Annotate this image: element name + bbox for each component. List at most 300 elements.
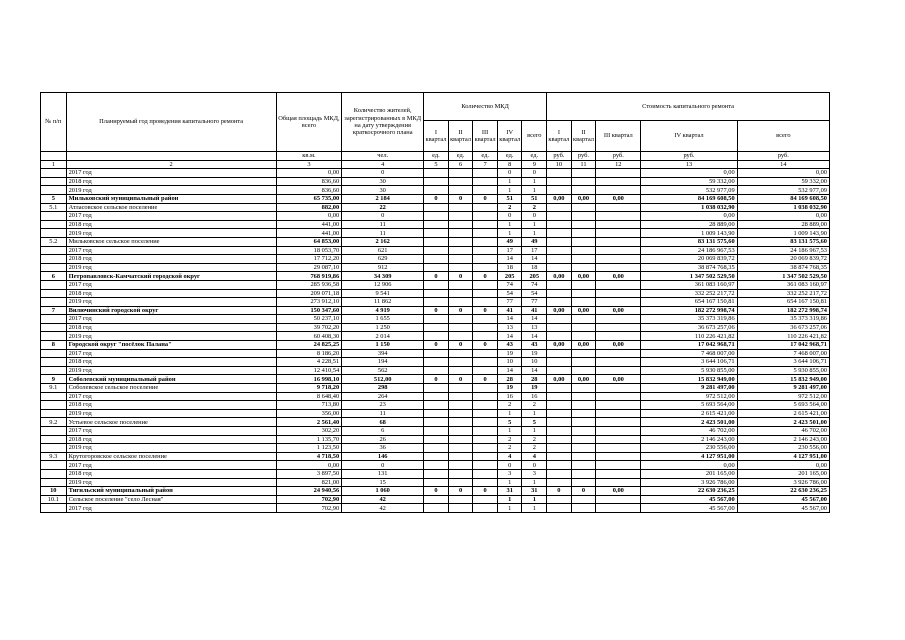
unit-cell: ед. [497, 152, 522, 161]
cell-cost-q4: 15 832 949,00 [641, 375, 737, 384]
cell-mkd-q2: 0 [448, 341, 473, 350]
cell-cost-q2 [571, 358, 596, 367]
cell-mkd-q2 [448, 298, 473, 307]
cell-mkd-total: 1 [522, 229, 547, 238]
table-row [41, 487, 830, 496]
cell-cost-q3: 0,00 [596, 272, 641, 281]
cell-residents: 12 906 [342, 280, 424, 289]
cell-cost-q2 [571, 289, 596, 298]
cell-name: 2018 год [66, 435, 276, 444]
cell-cost-q2 [571, 212, 596, 221]
cell-num: 9.1 [41, 384, 67, 393]
cell-cost-total: 38 874 768,35 [737, 263, 829, 272]
cell-mkd-q4: 0 [497, 169, 522, 178]
colnum-cell: 8 [497, 160, 522, 169]
cell-cost-q4: 84 169 608,50 [641, 194, 737, 203]
cell-cost-q2: 0,00 [571, 306, 596, 315]
cell-cost-q4: 20 069 839,72 [641, 255, 737, 264]
cell-cost-q1 [547, 409, 572, 418]
cell-mkd-q3 [473, 220, 498, 229]
cell-mkd-q3 [473, 332, 498, 341]
cell-mkd-q2 [448, 461, 473, 470]
cell-name: 2018 год [66, 289, 276, 298]
cell-cost-total: 3 644 106,71 [737, 358, 829, 367]
cell-name: 2018 год [66, 220, 276, 229]
cell-cost-q2 [571, 452, 596, 461]
cell-cost-total: 0,00 [737, 169, 829, 178]
cell-mkd-q4: 1 [497, 495, 522, 504]
cell-mkd-q1 [424, 435, 449, 444]
cell-cost-q2 [571, 418, 596, 427]
header-q1: I квартал [424, 121, 449, 152]
cell-num: 7 [41, 306, 67, 315]
cell-mkd-total: 3 [522, 469, 547, 478]
cell-mkd-q1: 0 [424, 341, 449, 350]
cell-mkd-q1: 0 [424, 306, 449, 315]
table-row [41, 384, 830, 393]
cell-area: 209 071,18 [276, 289, 342, 298]
cell-mkd-q4: 13 [497, 323, 522, 332]
cell-mkd-q2: 0 [448, 375, 473, 384]
cell-area: 3 897,50 [276, 469, 342, 478]
cell-mkd-q3 [473, 358, 498, 367]
cell-cost-q1 [547, 469, 572, 478]
cell-residents: 562 [342, 366, 424, 375]
cell-cost-q4: 38 874 768,35 [641, 263, 737, 272]
cell-cost-q4: 24 186 967,53 [641, 246, 737, 255]
cell-name: Сельское поселение "село Лесная" [66, 495, 276, 504]
cell-mkd-q4: 14 [497, 332, 522, 341]
colnum-cell: 11 [571, 160, 596, 169]
cell-residents: 512,00 [342, 375, 424, 384]
cell-cost-q2: 0 [571, 487, 596, 496]
unit-cell: ед. [448, 152, 473, 161]
cell-mkd-q2 [448, 255, 473, 264]
cell-mkd-q1 [424, 169, 449, 178]
cell-residents: 1 060 [342, 487, 424, 496]
table-row [41, 504, 830, 513]
cell-mkd-q1 [424, 366, 449, 375]
cell-cost-q4: 36 673 257,06 [641, 323, 737, 332]
cell-cost-q2 [571, 504, 596, 513]
cell-cost-q4: 0,00 [641, 461, 737, 470]
cell-mkd-q2: 0 [448, 306, 473, 315]
unit-cell: кв.м. [276, 152, 342, 161]
cell-mkd-total: 2 [522, 435, 547, 444]
cell-mkd-q4: 2 [497, 444, 522, 453]
cell-num [41, 169, 67, 178]
cell-mkd-q1 [424, 427, 449, 436]
cell-area: 821,00 [276, 478, 342, 487]
cell-mkd-q3 [473, 255, 498, 264]
cell-mkd-q3 [473, 392, 498, 401]
cell-mkd-q3 [473, 495, 498, 504]
cell-cost-q2 [571, 220, 596, 229]
cell-name: Устьевое сельское поселение [66, 418, 276, 427]
cell-num [41, 255, 67, 264]
cell-mkd-q2 [448, 366, 473, 375]
cell-cost-q2 [571, 392, 596, 401]
cell-cost-q1 [547, 495, 572, 504]
cell-cost-q1 [547, 177, 572, 186]
cell-cost-q3: 0,00 [596, 194, 641, 203]
cell-mkd-q4: 5 [497, 418, 522, 427]
cell-mkd-q4: 3 [497, 469, 522, 478]
cell-mkd-q3 [473, 366, 498, 375]
cell-mkd-total: 1 [522, 478, 547, 487]
unit-cell: руб. [571, 152, 596, 161]
cell-num [41, 366, 67, 375]
cell-mkd-q4: 17 [497, 246, 522, 255]
cell-mkd-q4: 43 [497, 341, 522, 350]
cell-mkd-total: 19 [522, 384, 547, 393]
cell-num [41, 469, 67, 478]
cell-cost-total: 182 272 998,74 [737, 306, 829, 315]
cell-cost-q4: 201 165,00 [641, 469, 737, 478]
cell-cost-q4: 46 702,00 [641, 427, 737, 436]
cell-mkd-q2 [448, 263, 473, 272]
cell-mkd-total: 13 [522, 323, 547, 332]
table-row [41, 495, 830, 504]
cell-name: 2019 год [66, 263, 276, 272]
cell-name: 2018 год [66, 401, 276, 410]
cell-cost-q2 [571, 298, 596, 307]
cell-cost-q1 [547, 229, 572, 238]
cell-cost-q2: 0,00 [571, 272, 596, 281]
cell-mkd-total: 1 [522, 495, 547, 504]
cell-name: 2017 год [66, 427, 276, 436]
cell-area: 17 712,20 [276, 255, 342, 264]
cell-mkd-q2 [448, 495, 473, 504]
cell-cost-total: 17 042 968,71 [737, 341, 829, 350]
cell-cost-q1 [547, 289, 572, 298]
cell-mkd-q2 [448, 392, 473, 401]
cell-mkd-q3 [473, 169, 498, 178]
cell-cost-q3 [596, 358, 641, 367]
cell-area: 24 825,25 [276, 341, 342, 350]
cell-residents: 1 250 [342, 323, 424, 332]
cell-num [41, 246, 67, 255]
cell-mkd-q1 [424, 392, 449, 401]
table-row [41, 401, 830, 410]
cell-cost-q3 [596, 504, 641, 513]
cell-cost-q4: 230 556,00 [641, 444, 737, 453]
cell-mkd-q2 [448, 229, 473, 238]
table-row [41, 332, 830, 341]
cell-area: 50 237,10 [276, 315, 342, 324]
cell-name: 2017 год [66, 504, 276, 513]
cell-mkd-q2: 0 [448, 194, 473, 203]
table-row [41, 220, 830, 229]
cell-mkd-q2: 0 [448, 272, 473, 281]
cell-num [41, 409, 67, 418]
colnum-cell: 10 [547, 160, 572, 169]
cell-cost-q2 [571, 409, 596, 418]
cell-cost-q2 [571, 315, 596, 324]
cell-num: 5.1 [41, 203, 67, 212]
cell-name: 2019 год [66, 186, 276, 195]
cell-num [41, 392, 67, 401]
cell-residents: 30 [342, 177, 424, 186]
cell-mkd-q3 [473, 186, 498, 195]
cell-cost-q3 [596, 384, 641, 393]
cell-cost-total: 84 169 608,50 [737, 194, 829, 203]
cell-cost-q2 [571, 186, 596, 195]
cell-residents: 23 [342, 401, 424, 410]
cell-cost-total: 45 567,00 [737, 504, 829, 513]
table-row [41, 246, 830, 255]
cell-area: 441,00 [276, 220, 342, 229]
cell-mkd-q1 [424, 280, 449, 289]
cell-num: 9.2 [41, 418, 67, 427]
cell-cost-q3: 0,00 [596, 487, 641, 496]
unit-cell: руб. [641, 152, 737, 161]
cell-area: 702,90 [276, 504, 342, 513]
cell-name: 2018 год [66, 358, 276, 367]
cell-residents: 11 [342, 409, 424, 418]
cell-cost-q4: 1 009 143,90 [641, 229, 737, 238]
cell-mkd-q1 [424, 203, 449, 212]
cell-mkd-q4: 28 [497, 375, 522, 384]
cell-cost-q2 [571, 332, 596, 341]
cell-cost-q1 [547, 418, 572, 427]
cell-area: 1 135,70 [276, 435, 342, 444]
cell-cost-q1 [547, 263, 572, 272]
cell-cost-q3 [596, 220, 641, 229]
cell-name: 2017 год [66, 315, 276, 324]
cell-mkd-q4: 1 [497, 427, 522, 436]
cell-cost-total: 2 615 421,00 [737, 409, 829, 418]
cell-name: 2017 год [66, 392, 276, 401]
cell-area: 702,90 [276, 495, 342, 504]
table-row [41, 341, 830, 350]
header-cost-q4: IV квартал [641, 121, 737, 152]
cell-name: 2019 год [66, 478, 276, 487]
cell-area: 0,00 [276, 212, 342, 221]
cell-cost-q2 [571, 177, 596, 186]
cell-mkd-q1 [424, 358, 449, 367]
cell-mkd-q2 [448, 246, 473, 255]
cell-mkd-q1 [424, 298, 449, 307]
cell-cost-q3: 0,00 [596, 375, 641, 384]
cell-name: Мильковский муниципальный район [66, 194, 276, 203]
cell-cost-q3 [596, 298, 641, 307]
header-residents: Количество жителей, зарегистрированных в МКД на дату утверждения краткосрочного плана [342, 93, 424, 152]
cell-num [41, 229, 67, 238]
cell-cost-q4: 17 042 968,71 [641, 341, 737, 350]
cell-mkd-q1 [424, 323, 449, 332]
cell-cost-q4: 83 131 575,60 [641, 237, 737, 246]
cell-cost-q4: 110 226 421,82 [641, 332, 737, 341]
cell-cost-q2 [571, 246, 596, 255]
cell-residents: 4 919 [342, 306, 424, 315]
cell-mkd-q1 [424, 332, 449, 341]
cell-num: 5 [41, 194, 67, 203]
header-cost-q2: II квартал [571, 121, 596, 152]
cell-mkd-total: 0 [522, 461, 547, 470]
cell-mkd-q1 [424, 478, 449, 487]
header-mkd-count: Количество МКД [424, 93, 547, 121]
unit-cell: ед. [424, 152, 449, 161]
cell-cost-q4: 2 423 501,00 [641, 418, 737, 427]
cell-mkd-q4: 4 [497, 452, 522, 461]
cell-residents: 629 [342, 255, 424, 264]
cell-mkd-q3: 0 [473, 272, 498, 281]
cell-cost-q1 [547, 315, 572, 324]
cell-mkd-q2 [448, 220, 473, 229]
cell-cost-total: 83 131 575,60 [737, 237, 829, 246]
cell-mkd-q3 [473, 418, 498, 427]
cell-mkd-total: 1 [522, 220, 547, 229]
header-cost: Стоимость капитального ремонта [547, 93, 830, 121]
cell-cost-total: 0,00 [737, 212, 829, 221]
cell-mkd-q2 [448, 323, 473, 332]
cell-num [41, 186, 67, 195]
cell-num [41, 435, 67, 444]
cell-cost-q3 [596, 255, 641, 264]
cell-cost-total: 2 146 243,00 [737, 435, 829, 444]
cell-mkd-q2 [448, 418, 473, 427]
cell-mkd-total: 43 [522, 341, 547, 350]
cell-num [41, 427, 67, 436]
cell-cost-q3: 0,00 [596, 306, 641, 315]
cell-cost-q3 [596, 427, 641, 436]
cell-cost-total: 5 930 855,00 [737, 366, 829, 375]
unit-cell [41, 152, 67, 161]
cell-cost-q4: 361 083 160,97 [641, 280, 737, 289]
cell-mkd-total: 16 [522, 392, 547, 401]
colnum-cell: 7 [473, 160, 498, 169]
cell-area: 39 702,20 [276, 323, 342, 332]
header-cost-total: всего [737, 121, 829, 152]
cell-name: Соболевский муниципальный район [66, 375, 276, 384]
cell-mkd-q1: 0 [424, 487, 449, 496]
cell-residents: 15 [342, 478, 424, 487]
cell-cost-q1 [547, 255, 572, 264]
cell-mkd-q4: 0 [497, 461, 522, 470]
cell-mkd-q2 [448, 478, 473, 487]
cell-cost-q1 [547, 349, 572, 358]
table-row [41, 444, 830, 453]
header-num: № п/п [41, 93, 67, 152]
cell-mkd-q3 [473, 469, 498, 478]
cell-num [41, 212, 67, 221]
cell-num [41, 280, 67, 289]
header-area: Общая площадь МКД, всего [276, 93, 342, 152]
cell-cost-q1: 0,00 [547, 194, 572, 203]
cell-name: Крутогоровское сельское поселение [66, 452, 276, 461]
cell-cost-q4: 5 693 564,00 [641, 401, 737, 410]
cell-mkd-q1 [424, 212, 449, 221]
cell-residents: 11 [342, 220, 424, 229]
cell-mkd-q4: 74 [497, 280, 522, 289]
cell-cost-q2 [571, 169, 596, 178]
cell-residents: 2 014 [342, 332, 424, 341]
cell-mkd-total: 18 [522, 263, 547, 272]
cell-cost-q2 [571, 435, 596, 444]
cell-num: 8 [41, 341, 67, 350]
cell-residents: 26 [342, 435, 424, 444]
cell-cost-q4: 3 644 106,71 [641, 358, 737, 367]
cell-mkd-q4: 77 [497, 298, 522, 307]
cell-area: 65 735,00 [276, 194, 342, 203]
cell-mkd-q2 [448, 332, 473, 341]
cell-cost-q3 [596, 323, 641, 332]
cell-cost-q1 [547, 332, 572, 341]
colnum-cell: 6 [448, 160, 473, 169]
cell-cost-q4: 532 977,09 [641, 186, 737, 195]
cell-cost-total: 46 702,00 [737, 427, 829, 436]
cell-mkd-q2 [448, 444, 473, 453]
cell-mkd-q2 [448, 504, 473, 513]
cell-residents: 1 655 [342, 315, 424, 324]
cell-name: 2017 год [66, 169, 276, 178]
cell-area: 8 186,20 [276, 349, 342, 358]
cell-cost-q3 [596, 495, 641, 504]
cell-mkd-q3 [473, 280, 498, 289]
cell-mkd-total: 1 [522, 427, 547, 436]
cell-mkd-q3 [473, 212, 498, 221]
cell-name: 2019 год [66, 298, 276, 307]
cell-mkd-q2 [448, 280, 473, 289]
cell-cost-q2 [571, 237, 596, 246]
cell-mkd-q1 [424, 384, 449, 393]
cell-mkd-q3 [473, 298, 498, 307]
cell-cost-q3 [596, 246, 641, 255]
cell-mkd-total: 77 [522, 298, 547, 307]
cell-area: 4 718,50 [276, 452, 342, 461]
cell-mkd-q4: 18 [497, 263, 522, 272]
cell-mkd-q1 [424, 409, 449, 418]
cell-mkd-total: 205 [522, 272, 547, 281]
cell-cost-q1 [547, 358, 572, 367]
cell-cost-q3 [596, 366, 641, 375]
cell-num [41, 504, 67, 513]
cell-residents: 2 184 [342, 194, 424, 203]
cell-area: 60 408,30 [276, 332, 342, 341]
table-row [41, 272, 830, 281]
cell-mkd-q4: 14 [497, 366, 522, 375]
table-row [41, 212, 830, 221]
cell-cost-q4: 7 468 007,00 [641, 349, 737, 358]
header-q2: II квартал [448, 121, 473, 152]
cell-mkd-q4: 205 [497, 272, 522, 281]
header-q3: III квартал [473, 121, 498, 152]
cell-mkd-total: 5 [522, 418, 547, 427]
cell-cost-q3 [596, 237, 641, 246]
cell-mkd-q1 [424, 289, 449, 298]
cell-cost-q3 [596, 469, 641, 478]
cell-area: 713,80 [276, 401, 342, 410]
cell-cost-q4: 1 347 502 529,50 [641, 272, 737, 281]
cell-area: 4 228,51 [276, 358, 342, 367]
cell-cost-q3 [596, 263, 641, 272]
cell-num [41, 478, 67, 487]
cell-cost-q2 [571, 444, 596, 453]
cell-cost-q1 [547, 444, 572, 453]
cell-cost-total: 110 226 421,82 [737, 332, 829, 341]
cell-area: 9 718,20 [276, 384, 342, 393]
table-body [41, 152, 830, 513]
cell-mkd-total: 1 [522, 409, 547, 418]
cell-cost-q1 [547, 478, 572, 487]
cell-mkd-q1 [424, 315, 449, 324]
table-row [41, 280, 830, 289]
unit-cell: руб. [737, 152, 829, 161]
table-row [41, 237, 830, 246]
cell-name: 2018 год [66, 323, 276, 332]
header-year: Планируемый год проведения капитального ремонта [66, 93, 276, 152]
